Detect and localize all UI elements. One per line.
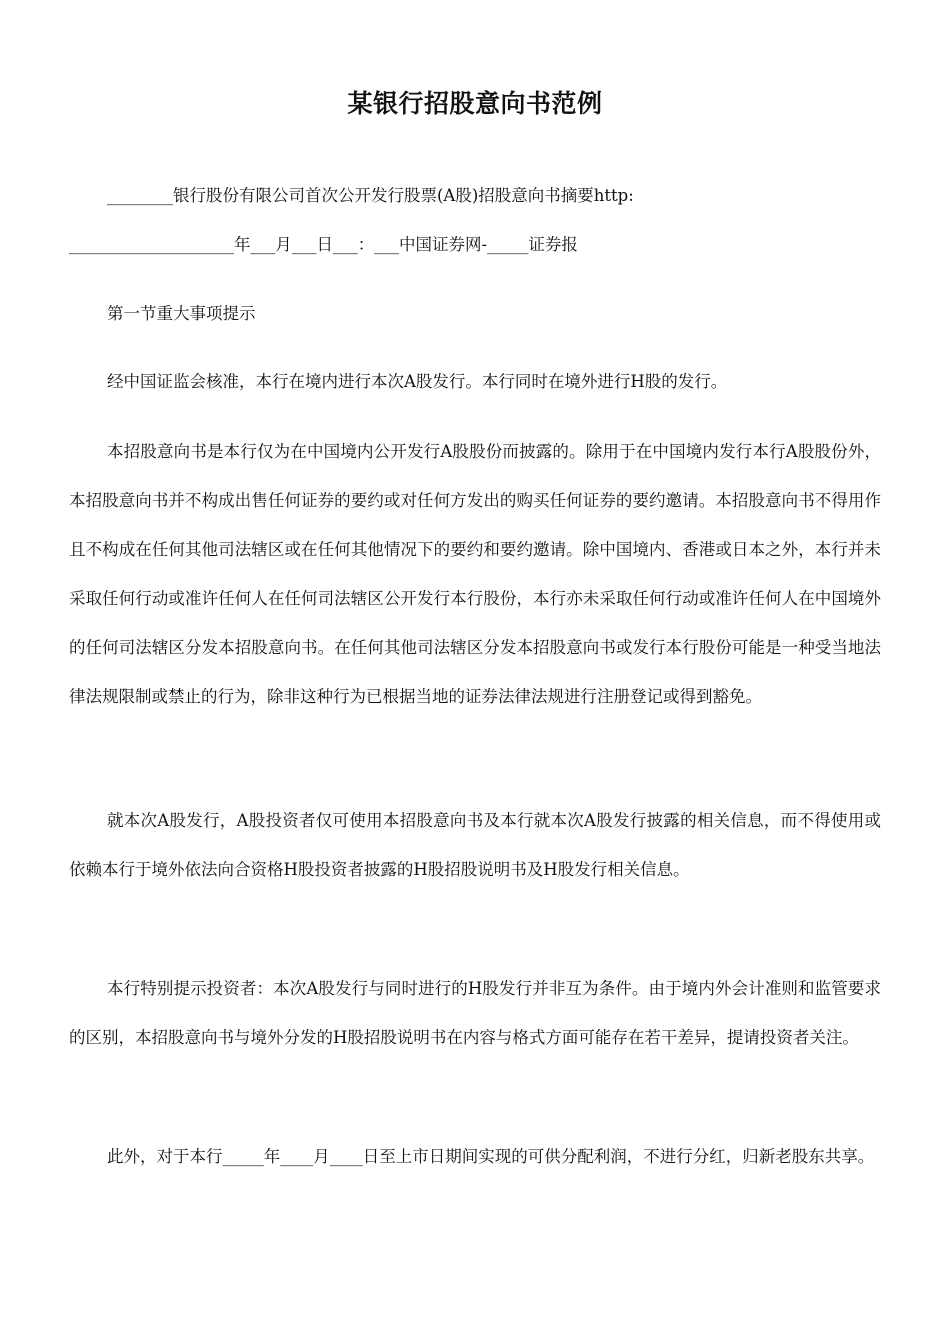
paragraph-5: 此外，对于本行_____年____月____日至上市日期间实现的可供分配利润，不进行分红，归新老股东共享。	[107, 1147, 875, 1166]
paragraph-2: 本招股意向书是本行仅为在中国境内公开发行A股股份而披露的。除用于在中国境内发行本行A股股份外，本招股意向书并不构成出售任何证券的要约或对任何方发出的购买任何证券的要约邀请。本招股意向书不得用作且不构成在任何其他司法辖区或在任何其他情况下的要约和要约邀请。除中国境内、香港或日本之外，本行并未采取任何行动或准许任何人在任何司法辖区公开发行本行股份，本行亦未采取任何行动或准许任何人在中国境外的任何司法辖区分发本招股意向书。在任何其他司法辖区分发本招股意向书或发行本行股份可能是一种受当地法律法规限制或禁止的行为，除非这种行为已根据当地的证券法律法规进行注册登记或得到豁免。	[69, 442, 881, 706]
paragraph-3: 就本次A股发行，A股投资者仅可使用本招股意向书及本行就本次A股发行披露的相关信息，而不得使用或依赖本行于境外依法向合资格H股投资者披露的H股招股说明书及H股发行相关信息。	[69, 811, 881, 879]
document-title: 某银行招股意向书范例	[347, 89, 603, 118]
paragraph-1: 经中国证监会核准，本行在境内进行本次A股发行。本行同时在境外进行H股的发行。	[107, 372, 728, 391]
header-line-2: ____________________年___月___日___：___中国证券网-_____证券报	[69, 235, 578, 254]
section-heading: 第一节重大事项提示	[107, 304, 256, 323]
paragraph-4: 本行特别提示投资者：本次A股发行与同时进行的H股发行并非互为条件。由于境内外会计准则和监管要求的区别，本招股意向书与境外分发的H股招股说明书在内容与格式方面可能存在若干差异，提请投资者关注。	[69, 979, 881, 1047]
header-line-1: ________银行股份有限公司首次公开发行股票(A股)招股意向书摘要http:	[107, 186, 634, 205]
